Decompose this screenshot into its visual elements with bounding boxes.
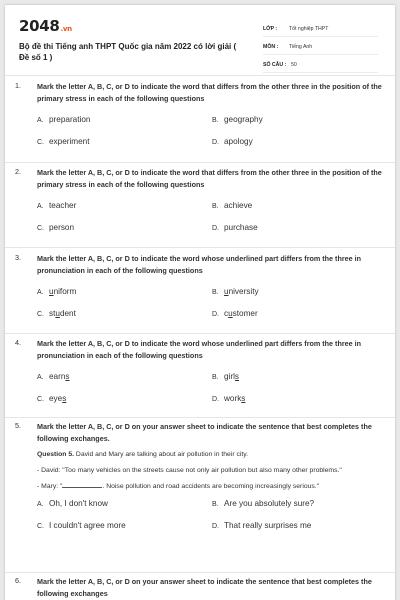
- option-letter: D.: [212, 311, 219, 318]
- question-5: [15, 421, 383, 539]
- option-letter: C.: [37, 523, 44, 530]
- meta-class-value: Tốt nghiệp THPT: [289, 26, 329, 32]
- dialogue-mary-pre: - Mary: ": [37, 483, 63, 490]
- option-text-pre: st: [49, 309, 56, 318]
- logo-suffix: .vn: [60, 25, 72, 33]
- divider: [5, 572, 395, 573]
- option-letter: B.: [212, 374, 219, 381]
- question-number: 2.: [15, 167, 21, 176]
- option-letter: A.: [37, 501, 44, 508]
- options: [37, 277, 383, 323]
- options: [37, 191, 383, 237]
- options: [37, 105, 383, 151]
- underlined-part: s: [241, 394, 246, 403]
- meta-subject-label: MÔN :: [263, 44, 279, 50]
- option-d[interactable]: [212, 137, 253, 146]
- option-text-pre: earn: [49, 372, 66, 381]
- option-b[interactable]: [212, 499, 314, 508]
- option-letter: C.: [37, 225, 44, 232]
- option-text-rest: niform: [53, 287, 77, 296]
- document-header: [19, 17, 369, 67]
- option-letter: A.: [37, 117, 44, 124]
- option-letter: D.: [212, 225, 219, 232]
- option-text-pre: work: [224, 394, 242, 403]
- underlined-part: s: [62, 394, 67, 403]
- option-d[interactable]: [212, 223, 258, 232]
- option-letter: B.: [212, 203, 219, 210]
- option-text: purchase: [224, 223, 258, 232]
- meta-count-label: SỐ CÂU :: [263, 62, 287, 68]
- question-text: Mark the letter A, B, C, or D to indicate the word whose underlined part differs from the three in pronunciation in each of the following questions: [37, 254, 362, 275]
- option-text: Oh, I don't know: [49, 499, 108, 508]
- question-text: Mark the letter A, B, C, or D to indicate the word that differs from the other three in the position of the primary stress in each of the following questions: [37, 168, 382, 189]
- question-text: Mark the letter A, B, C, or D to indicate the word whose underlined part differs from the three in pronunciation in each of the following questions: [37, 339, 362, 360]
- option-letter: C.: [37, 396, 44, 403]
- divider: [5, 417, 395, 418]
- option-d[interactable]: [212, 521, 311, 530]
- option-b[interactable]: [212, 115, 263, 124]
- option-text: geography: [224, 115, 263, 124]
- option-d[interactable]: [212, 309, 258, 318]
- question-3: [15, 253, 383, 323]
- meta-subject: [263, 40, 378, 55]
- option-text-pre: eye: [49, 394, 63, 403]
- options: [37, 493, 383, 539]
- option-c[interactable]: [37, 309, 76, 318]
- option-c[interactable]: [37, 137, 90, 146]
- question-number: 4.: [15, 338, 21, 347]
- option-c[interactable]: [37, 521, 126, 530]
- option-letter: B.: [212, 289, 219, 296]
- dialogue-mary: [37, 481, 383, 493]
- meta-class-label: LỚP :: [263, 26, 278, 32]
- option-text: achieve: [224, 201, 253, 210]
- dialogue-david: - David: "Too many vehicles on the streets cause not only air pollution but also many other problems.": [37, 467, 342, 474]
- option-letter: B.: [212, 117, 219, 124]
- options: [37, 362, 383, 408]
- question-number: 5.: [15, 421, 21, 430]
- underlined-part: u: [49, 287, 54, 296]
- option-b[interactable]: [212, 372, 239, 381]
- divider: [5, 333, 395, 334]
- sub-question-label: Question 5.: [37, 451, 75, 458]
- document-meta: [263, 22, 378, 76]
- dialogue-mary-post: . Noise pollution and road accidents are becoming increasingly serious.": [102, 483, 320, 490]
- meta-class: [263, 22, 378, 37]
- meta-subject-value: Tiếng Anh: [289, 44, 313, 50]
- question-6: [15, 576, 383, 600]
- underlined-part: u: [55, 309, 60, 318]
- option-a[interactable]: [37, 287, 76, 296]
- underlined-part: s: [234, 372, 240, 381]
- option-text-rest: stomer: [232, 309, 258, 318]
- question-text: Mark the letter A, B, C, or D on your answer sheet to indicate the sentence that best completes the following exchanges: [37, 577, 372, 598]
- answer-blank: [62, 481, 102, 488]
- option-letter: C.: [37, 311, 44, 318]
- question-number: 3.: [15, 253, 21, 262]
- question-number: 6.: [15, 576, 21, 585]
- option-letter: A.: [37, 289, 44, 296]
- underlined-part: u: [224, 287, 229, 296]
- option-text-rest: niversity: [228, 287, 259, 296]
- option-text: preparation: [49, 115, 91, 124]
- option-text: That really surprises me: [224, 521, 312, 530]
- divider: [5, 247, 395, 248]
- option-a[interactable]: [37, 372, 69, 381]
- option-text-pre: girl: [224, 372, 235, 381]
- option-text-rest: dent: [59, 309, 76, 318]
- option-text: Are you absolutely sure?: [224, 499, 315, 508]
- option-letter: A.: [37, 374, 44, 381]
- option-a[interactable]: [37, 201, 76, 210]
- divider: [5, 162, 395, 163]
- underlined-part: s: [65, 372, 70, 381]
- question-1: [15, 81, 383, 151]
- meta-count: [263, 58, 378, 73]
- option-text: I couldn't agree more: [49, 521, 126, 530]
- option-d[interactable]: [212, 394, 245, 403]
- option-a[interactable]: [37, 499, 108, 508]
- option-letter: B.: [212, 501, 219, 508]
- option-c[interactable]: [37, 394, 66, 403]
- option-letter: C.: [37, 139, 44, 146]
- option-text: teacher: [49, 201, 77, 210]
- question-2: [15, 167, 383, 237]
- meta-count-value: 50: [291, 62, 297, 68]
- option-text: person: [49, 223, 75, 232]
- option-text: apology: [224, 137, 253, 146]
- option-letter: D.: [212, 139, 219, 146]
- logo-text: 2048: [19, 17, 60, 35]
- option-text: experiment: [49, 137, 90, 146]
- question-text: Mark the letter A, B, C, or D to indicate the word that differs from the other three in the position of the primary stress in each of the following questions: [37, 82, 382, 103]
- question-context: [37, 449, 383, 461]
- question-4: [15, 338, 383, 408]
- sub-question-text: David and Mary are talking about air pollution in their city.: [75, 451, 249, 458]
- document-title: Bộ đề thi Tiếng anh THPT Quốc gia năm 2022 có lời giải ( Đề số 1 ): [19, 42, 237, 62]
- option-c[interactable]: [37, 223, 74, 232]
- divider: [5, 75, 395, 76]
- option-b[interactable]: [212, 287, 259, 296]
- option-letter: A.: [37, 203, 44, 210]
- question-text: Mark the letter A, B, C, or D on your answer sheet to indicate the sentence that best completes the following exchanges.: [37, 422, 372, 443]
- option-text-pre: c: [224, 309, 229, 318]
- question-number: 1.: [15, 81, 21, 90]
- option-b[interactable]: [212, 201, 252, 210]
- option-letter: D.: [212, 523, 219, 530]
- option-a[interactable]: [37, 115, 90, 124]
- option-letter: D.: [212, 396, 219, 403]
- underlined-part: u: [228, 309, 233, 318]
- document-page: [5, 5, 395, 600]
